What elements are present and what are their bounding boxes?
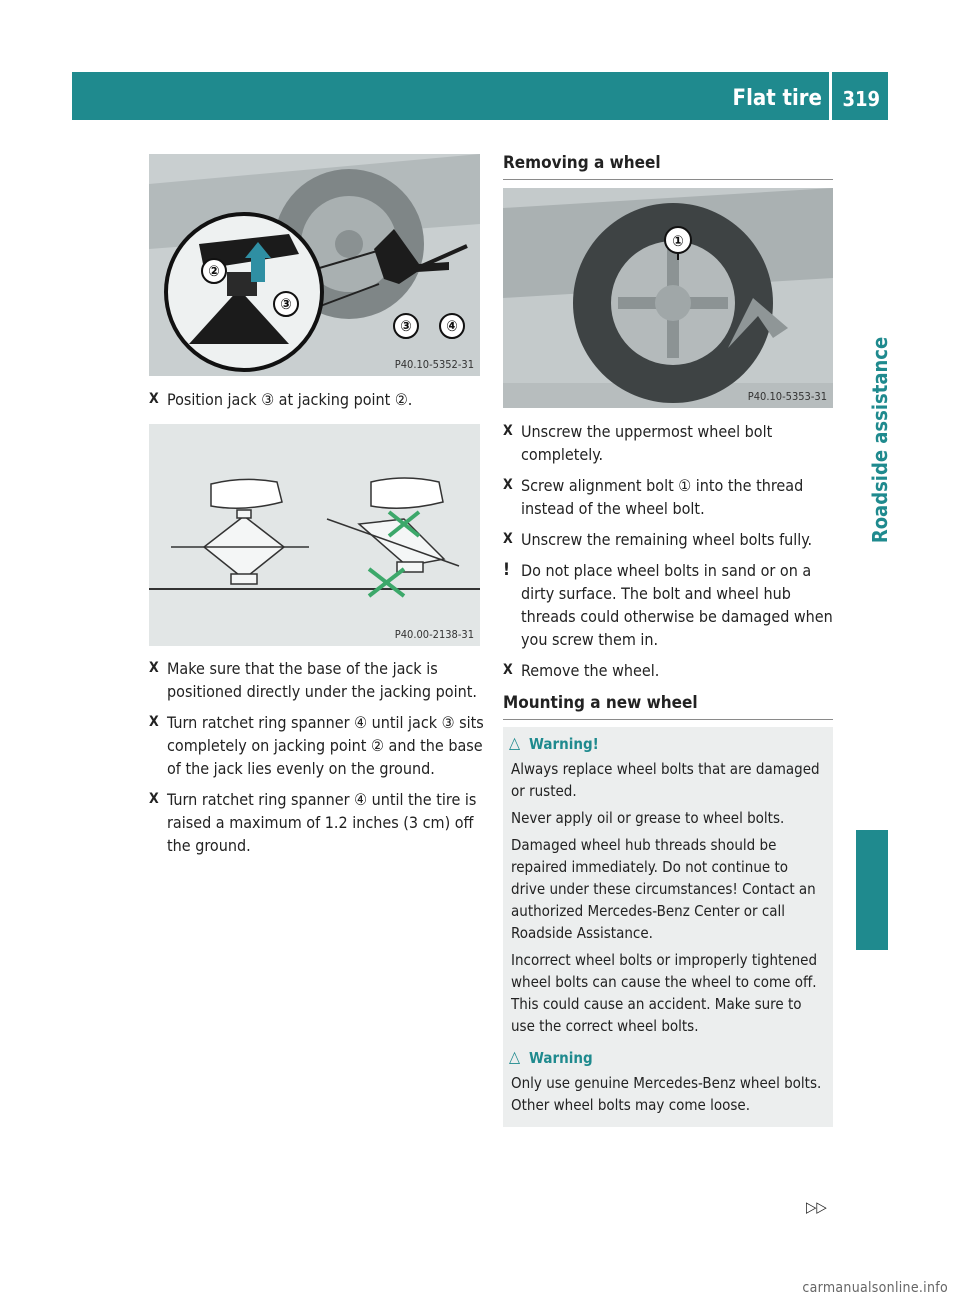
left-column-step1: [149, 388, 484, 419]
caution-icon: !: [503, 560, 510, 580]
page-header: [72, 72, 888, 120]
warning-paragraph: Incorrect wheel bolts or improperly tightened wheel bolts can cause the wheel to come off. This could cause an accident. Make sure to use the correct wheel bolts.: [511, 951, 818, 1035]
page-number: 319: [842, 87, 880, 111]
figure-remove-wheel: [503, 188, 833, 408]
warning-paragraph: Only use genuine Mercedes-Benz wheel bolts. Other wheel bolts may come loose.: [511, 1074, 822, 1114]
step-marker: X: [149, 391, 159, 407]
step-item: [149, 788, 484, 857]
warning-box-1: [503, 727, 833, 1048]
figure-code: P40.10-5353-31: [747, 390, 827, 403]
section-heading: Mounting a new wheel: [503, 692, 833, 720]
header-divider: [829, 72, 832, 120]
warning-heading: [509, 733, 825, 755]
step-item: [503, 659, 833, 682]
step-text: Remove the wheel.: [521, 661, 660, 680]
step-text: Turn ratchet ring spanner ④ until the tire is raised a maximum of 1.2 inches (3 cm) off the ground.: [167, 790, 477, 855]
callout-jack-detail: ③: [280, 295, 292, 313]
step-marker: X: [503, 531, 513, 547]
figure-jack-base: [149, 424, 480, 646]
callout-spanner: ④: [446, 317, 458, 335]
section-heading: Removing a wheel: [503, 152, 833, 180]
step-item: [503, 474, 833, 520]
warning-triangle-icon: △: [509, 1047, 521, 1066]
figure-code: P40.00-2138-31: [394, 628, 474, 641]
warning-box-2: [503, 1041, 833, 1127]
callout-alignment-bolt: ①: [672, 232, 684, 250]
step-text: Unscrew the remaining wheel bolts fully.: [521, 530, 813, 549]
chapter-title: Flat tire: [732, 86, 822, 111]
callout-jack: ③: [400, 317, 412, 335]
step-marker: X: [149, 714, 159, 730]
step-text: Screw alignment bolt ① into the thread instead of the wheel bolt.: [521, 476, 804, 518]
step-item: [149, 388, 484, 411]
warning-paragraph: Never apply oil or grease to wheel bolts.: [511, 809, 785, 827]
step-marker: X: [503, 662, 513, 678]
warning-heading: [509, 1047, 825, 1069]
figure-jack-position: [149, 154, 480, 376]
caution-note: [503, 559, 833, 651]
step-text: Turn ratchet ring spanner ④ until jack ③ sits completely on jacking point ② and the base of the jack lies evenly on the ground.: [167, 713, 484, 778]
watermark: carmanualsonline.info: [802, 1280, 948, 1296]
continue-arrow-icon: ▷▷: [806, 1198, 827, 1216]
side-section-label: [860, 140, 900, 720]
step-text: Unscrew the uppermost wheel bolt completely.: [521, 422, 773, 464]
remove-wheel-illustration: [503, 188, 833, 408]
jack-base-illustration: [149, 424, 480, 646]
step-marker: X: [503, 423, 513, 439]
side-section-text: Roadside assistance: [868, 336, 892, 544]
jack-position-illustration: [149, 154, 480, 376]
step-text: Position jack ③ at jacking point ②.: [167, 390, 413, 409]
warning-triangle-icon: △: [509, 733, 521, 752]
right-column-steps: [503, 420, 833, 690]
right-column-section2: [503, 692, 833, 720]
step-item: [503, 420, 833, 466]
step-text: Make sure that the base of the jack is positioned directly under the jacking point.: [167, 659, 477, 701]
warning-title: Warning: [529, 1049, 593, 1067]
left-column-steps: [149, 657, 484, 865]
side-tab-marker: [856, 830, 888, 950]
figure-code: P40.10-5352-31: [394, 358, 474, 371]
warning-paragraph: Always replace wheel bolts that are damaged or rusted.: [511, 760, 820, 800]
callout-jacking-point: ②: [208, 262, 220, 280]
caution-text: Do not place wheel bolts in sand or on a dirty surface. The bolt and wheel hub threads could otherwise be damaged when you screw them in.: [521, 561, 833, 649]
right-column-section1: [503, 152, 833, 180]
warning-paragraph: Damaged wheel hub threads should be repaired immediately. Do not continue to drive under these circumstances! Contact an authorized Mercedes-Benz Center or call Roadside Assistance.: [511, 836, 816, 942]
step-item: [503, 528, 833, 551]
step-marker: X: [149, 660, 159, 676]
step-marker: X: [149, 791, 159, 807]
step-item: [149, 711, 484, 780]
warning-title: Warning!: [529, 735, 599, 753]
step-item: [149, 657, 484, 703]
step-marker: X: [503, 477, 513, 493]
